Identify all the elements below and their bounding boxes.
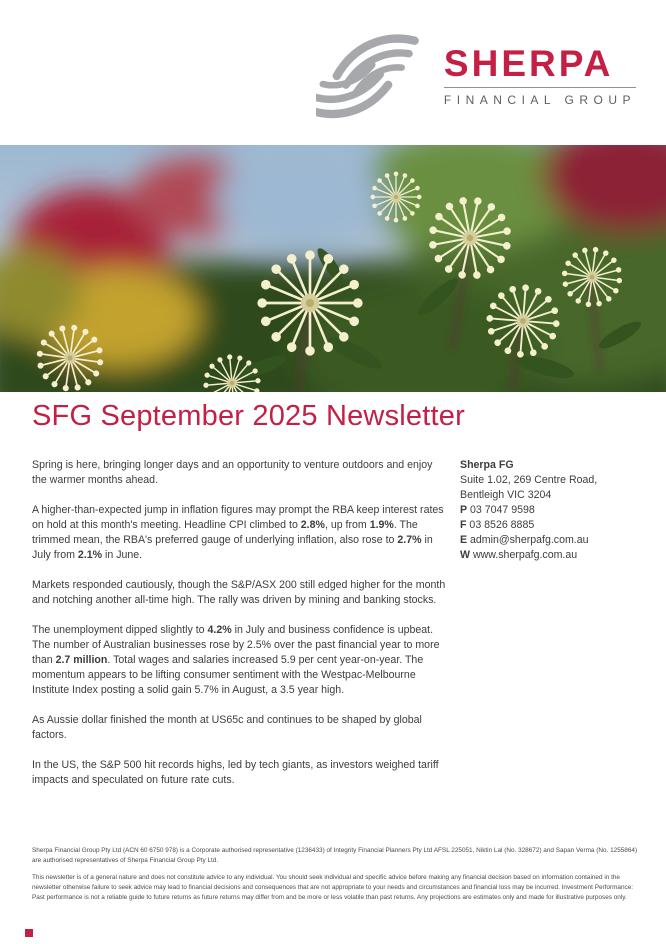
text-segment: 2.1% xyxy=(77,549,103,561)
body-paragraph xyxy=(32,713,446,743)
footer-brand-square xyxy=(25,929,33,937)
company-logo xyxy=(316,24,636,126)
phone-label: P xyxy=(460,504,468,516)
text-segment: A higher-than-expected jump in inflation figures may prompt the RBA keep interest rates on hold at this month's meeting. Headline CPI climbed to xyxy=(32,504,444,531)
contact-line xyxy=(460,533,642,548)
text-segment: Suite 1.02, 269 Centre Road, xyxy=(460,474,598,486)
email-label: E xyxy=(460,534,468,546)
body-paragraph xyxy=(32,503,446,563)
body-paragraph xyxy=(32,458,446,488)
sherpa-swoosh-logo-icon xyxy=(316,24,428,126)
disclaimer-paragraph: This newsletter is of a general nature and does not constitute advice to any individual. You should seek individual and specific advice before making any financial decision based on information contained in the newsletter otherwise failure to seek advice may lead to financial decisions and consequences that are not appropriate to your needs and circumstances and financial loss may be incurred. Investment Performance: Past performance is not a reliable guide to future returns as future returns may differ from and be more or less volatile than past returns. Any projections are estimates only and made for illustrative purposes only. xyxy=(32,874,634,901)
website-label: W xyxy=(460,549,470,561)
text-segment: 2.7 million xyxy=(55,654,108,666)
disclaimer-paragraph: Sherpa Financial Group Pty Ltd (ACN 60 6750 978) is a Corporate authorised representative (1236433) of Integrity Financial Planners Pty Ltd AFSL 225051, Niktin Lal (No. 328672) and Sapan Verma (No. 1255864) are authorised representatives of Sherpa Financial Group Pty Ltd. xyxy=(32,847,638,864)
text-segment: Spring is here, bringing longer days and an opportunity to venture outdoors and enjoy the warmer months ahead. xyxy=(32,459,433,486)
phone-number: 03 7047 9598 xyxy=(467,504,535,516)
contact-block xyxy=(460,458,642,563)
body-paragraph xyxy=(32,623,446,698)
legal-disclaimer xyxy=(32,846,638,910)
contact-lines xyxy=(460,473,642,563)
body-paragraph xyxy=(32,758,446,788)
text-segment: Markets responded cautiously, though the S&P/ASX 200 still edged higher for the month and notching another all-time high. The rally was driven by mining and banking stocks. xyxy=(32,579,446,606)
text-segment: 1.9% xyxy=(369,519,394,531)
contact-line xyxy=(460,473,642,488)
brand-divider xyxy=(444,87,636,88)
brand-tagline: FINANCIAL GROUP xyxy=(443,92,636,107)
page-title: SFG September 2025 Newsletter xyxy=(32,400,465,432)
fax-number: 03 8526 8885 xyxy=(466,519,535,531)
text-segment: . The trimmed mean, the RBA's preferred gauge of underlying inflation, also rose to xyxy=(32,519,418,546)
body-paragraph xyxy=(32,578,446,608)
fax-label: F xyxy=(460,519,467,531)
hero-photo xyxy=(0,145,666,392)
contact-company-name: Sherpa FG xyxy=(460,459,514,471)
contact-line xyxy=(460,503,642,518)
text-segment: In the US, the S&P 500 hit records highs, led by tech giants, as investors weighed tariff impacts and speculated on future rate cuts. xyxy=(32,759,439,786)
text-segment: Bentleigh VIC 3204 xyxy=(460,489,552,501)
text-segment: As Aussie dollar finished the month at US65c and continues to be shaped by global factors. xyxy=(32,714,422,741)
email-address[interactable]: admin@sherpafg.com.au xyxy=(467,534,589,546)
logo-wordmark xyxy=(443,42,636,107)
text-segment: , up from xyxy=(324,519,370,531)
text-segment: in July from xyxy=(32,534,433,561)
text-segment: in July and business confidence is upbeat. The number of Australian businesses rose by 2.5% over the past financial year to more than xyxy=(32,624,440,666)
contact-line xyxy=(460,518,642,533)
text-segment: . Total wages and salaries increased 5.9 per cent year-on-year. The momentum appears to be lifting consumer sentiment with the Westpac-Melbourne Institute Index posting a solid gain 5.7% in August, a 3.5 year high. xyxy=(32,654,424,696)
text-segment: in June. xyxy=(102,549,143,561)
newsletter-body xyxy=(32,458,446,803)
text-segment: The unemployment dipped slightly to xyxy=(32,624,208,636)
text-segment: 4.2% xyxy=(207,624,232,636)
brand-name: SHERPA xyxy=(443,42,614,84)
contact-line xyxy=(460,488,642,503)
text-segment: 2.8% xyxy=(300,519,325,531)
website-url[interactable]: www.sherpafg.com.au xyxy=(470,549,578,561)
contact-line xyxy=(460,548,642,563)
text-segment: 2.7% xyxy=(397,534,422,546)
